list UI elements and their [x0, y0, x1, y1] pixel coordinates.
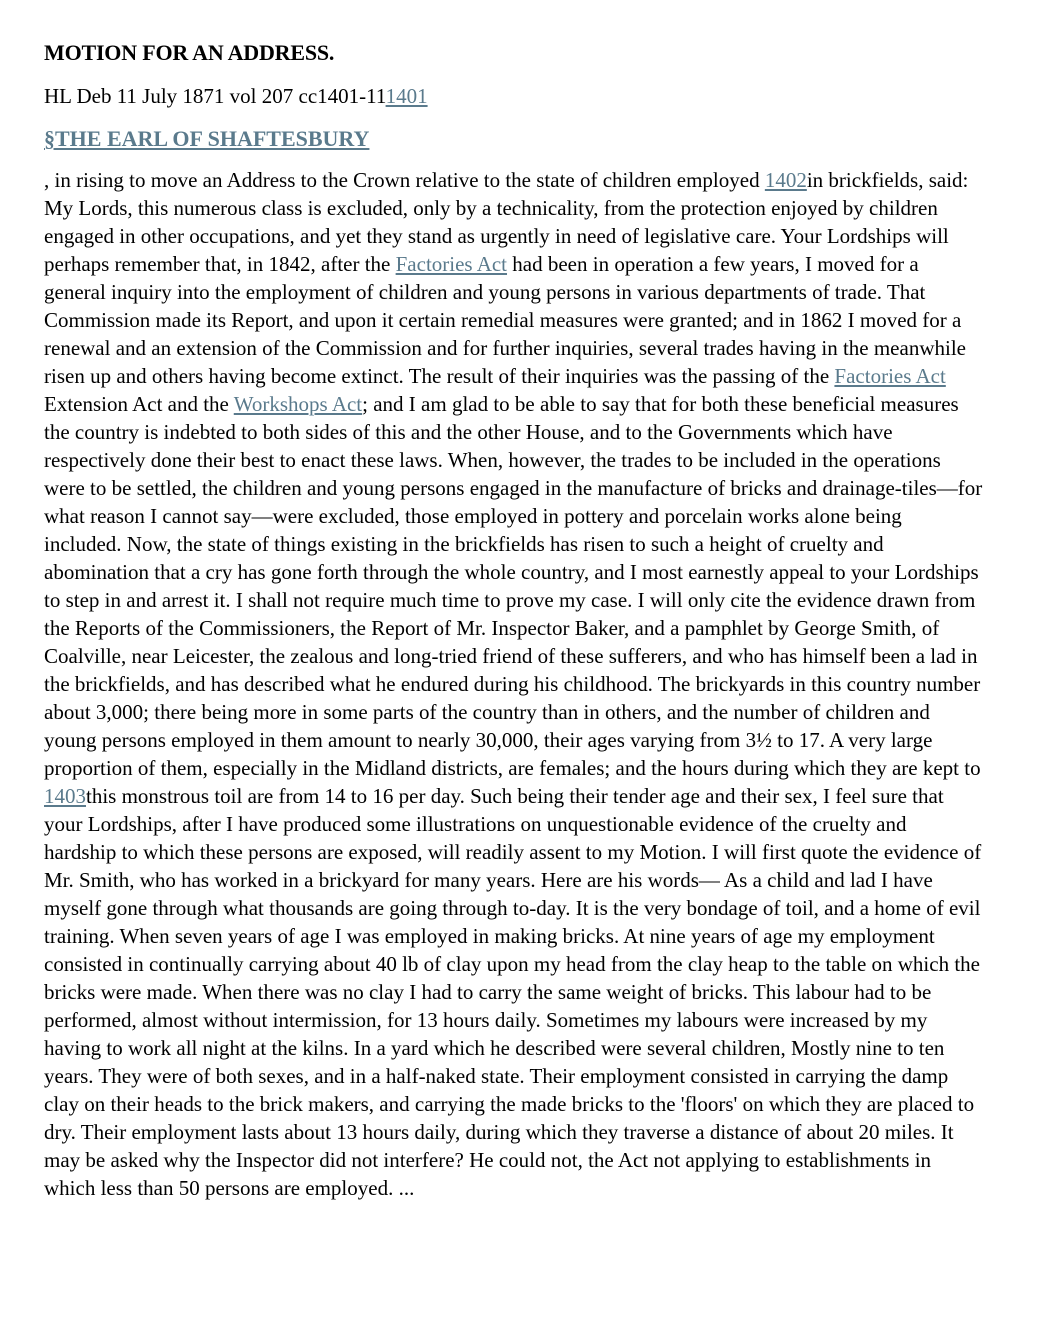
speech-text-6: this monstrous toil are from 14 to 16 per day. Such being their tender age and their sex, I feel sure that your Lordships, after I have produced some illustrations on unquestionable evidence of the cruelty and hardship to which these persons are exposed, will readily assent to my Motion. I will first quote the evidence of Mr. Smith, who has worked in a brickyard for many years. Here are his words— As a child and lad I have myself gone through what thousands are going through to-day. It is the very bondage of toil, and a home of evil training. When seven years of age I was employed in making bricks. At nine years of age my employment consisted in continually carrying about 40 lb of clay upon my head from the clay heap to the table on which the bricks were made. When there was no clay I had to carry the same weight of bricks. This labour had to be performed, almost without intermission, for 13 hours daily. Sometimes my labours were increased by my having to work all night at the kilns. In a yard which he described were several children, Mostly nine to ten years. They were of both sexes, and in a half-naked state. Their employment consisted in carrying the damp clay on their heads to the brick makers, and carrying the made bricks to the 'floors' on which they are placed to dry. Their employment lasts about 13 hours daily, during which they traverse a distance of about 20 miles. It may be asked why the Inspector did not interfere? He could not, the Act not applying to establishments in which less than 50 persons are employed. ...: [44, 784, 982, 1200]
factories-act-link-2[interactable]: Factories Act: [834, 364, 946, 388]
speaker-link[interactable]: [44, 126, 369, 151]
workshops-act-link[interactable]: Workshops Act: [233, 392, 363, 416]
speech-text-5: ; and I am glad to be able to say that for both these beneficial measures the country is indebted to both sides of this and the other House, and to the Governments which have respectively done their best to enact these laws. When, however, the trades to be included in the operations were to be settled, the children and young persons engaged in the manufacture of bricks and drainage-tiles—for what reason I cannot say—were excluded, those employed in pottery and porcelain works alone being included. Now, the state of things existing in the brickfields has risen to such a height of cruelty and abomination that a cry has gone forth through the whole country, and I most earnestly appeal to your Lordships to step in and arrest it. I shall not require much time to prove my case. I will only cite the evidence drawn from the Reports of the Commissioners, the Report of Mr. Inspector Baker, and a pamphlet by George Smith, of Coalville, near Leicester, the zealous and long-tried friend of these sufferers, and who has himself been a lad in the brickfields, and has described what he endured during his childhood. The brickyards in this country number about 3,000; there being more in some parts of the country than in others, and the number of children and young persons employed in them amount to nearly 30,000, their ages varying from 3½ to 17. A very large proportion of them, especially in the Midland districts, are females; and the hours during which they are kept to: [44, 392, 983, 780]
factories-act-link[interactable]: Factories Act: [395, 252, 508, 276]
section-mark: §: [44, 126, 55, 151]
speech-body: [44, 166, 984, 1202]
speaker-name: THE EARL OF SHAFTESBURY: [55, 126, 370, 151]
column-link-1402[interactable]: 1402: [764, 168, 807, 192]
citation-line: [44, 82, 984, 110]
speech-text-2: in brickfields, said: My Lords, this numerous class is excluded, only by a technicality, from the protection enjoyed by children engaged in other occupations, and yet they stand as urgently in need of legislative care. Your Lordships will perhaps remember that, in 1842, after the: [44, 168, 969, 276]
speech-text-4: Extension Act and the: [44, 392, 234, 416]
page-title: MOTION FOR AN ADDRESS.: [44, 40, 335, 65]
citation-text: HL Deb 11 July 1871 vol 207 cc1401-11: [44, 84, 386, 108]
document-page: [44, 38, 984, 1202]
speaker-heading: [44, 124, 984, 154]
column-link-1403[interactable]: 1403: [44, 784, 86, 808]
column-link-1401[interactable]: 1401: [385, 84, 428, 108]
speech-text-1: , in rising to move an Address to the Crown relative to the state of children employed: [44, 168, 765, 192]
speech-text-3: had been in operation a few years, I moved for a general inquiry into the employment of children and young persons in various departments of trade. That Commission made its Report, and upon it certain remedial measures were granted; and in 1862 I moved for a renewal and an extension of the Commission and for further inquiries, several trades having in the meanwhile risen up and others having become extinct. The result of their inquiries was the passing of the: [44, 252, 966, 388]
